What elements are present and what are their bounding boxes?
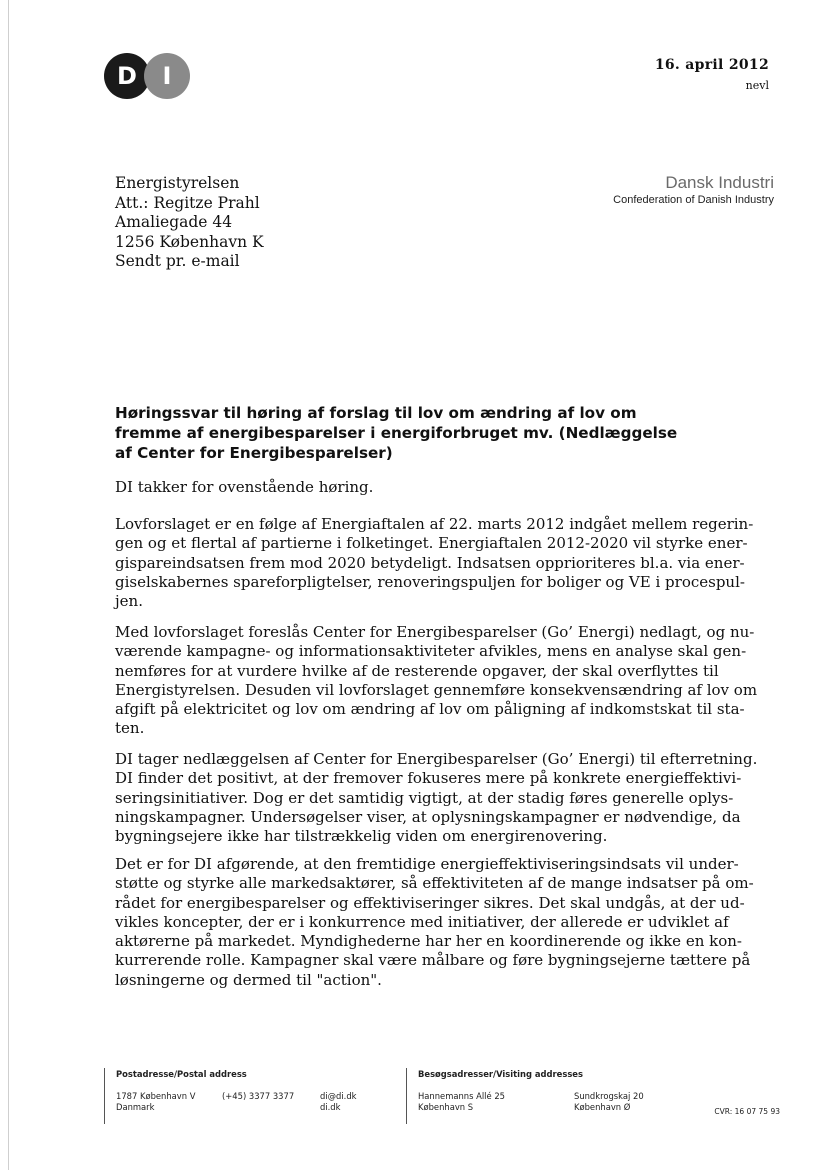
paragraph-line: vikles koncepter, der er i konkurrence med initiativer, der allerede er udviklet af [115, 912, 729, 931]
paragraph-line: DI takker for ovenstående høring. [115, 478, 374, 496]
organization-tagline: Confederation of Danish Industry [613, 194, 774, 206]
letter-date: 16. april 2012 [654, 57, 769, 73]
paragraph-line: støtte og styrke alle markedsaktører, så effektiviteten af de mange indsatser på om- [115, 874, 754, 893]
paragraph-line: aktørerne på markedet. Myndighederne har her en koordinerende og ikke en kon- [115, 932, 742, 951]
paragraph-line: bygningsejere ikke har tilstrækkelig viden om energirenovering. [115, 827, 608, 846]
paragraph-line: Det er for DI afgørende, at den fremtidige energieffektiviseringsindsats vil under- [115, 855, 739, 873]
footer-postal-heading: Postadresse/Postal address [116, 1069, 247, 1079]
paragraph-line: ningskampagner. Undersøgelser viser, at oplysningskampagner er nødvendige, da [115, 807, 741, 826]
logo-d-circle: D [104, 53, 150, 99]
paragraph-line: DI finder det positivt, at der fremover fokuseres mere på konkrete energieffektivi- [115, 769, 742, 788]
footer-divider-left [104, 1068, 105, 1124]
paragraph-line: ten. [115, 719, 145, 738]
paragraph-background [115, 515, 753, 611]
footer-phone: (+45) 3377 3377 [222, 1091, 295, 1101]
recipient-line: Sendt pr. e-mail [115, 252, 240, 270]
paragraph-line: gispareindsatsen frem mod 2020 betydeligt. Indsatsen opprioriteres bl.a. via ener- [115, 553, 745, 572]
paragraph-line: seringsinitiativer. Dog er det samtidig vigtigt, at der stadig føres generelle oplys- [115, 788, 734, 807]
organization-name: Dansk Industri [665, 173, 774, 192]
paragraph-line: jen. [115, 592, 143, 611]
footer-email: di@di.dk [320, 1091, 357, 1101]
paragraph-conclusion [115, 855, 754, 990]
footer-visit2-city: København Ø [574, 1102, 631, 1112]
footer-divider-right [406, 1068, 407, 1124]
recipient-address [115, 174, 264, 272]
paragraph-line: Energistyrelsen. Desuden vil lovforslaget gennemføre konsekvensændring af lov om [115, 680, 758, 699]
recipient-line: Att.: Regitze Prahl [115, 193, 260, 212]
paragraph-line: løsningerne og dermed til "action". [115, 970, 382, 989]
paragraph-line: rådet for energibesparelser og effektiviseringer sikres. Det skal undgås, at der ud- [115, 893, 745, 912]
recipient-line: Energistyrelsen [115, 174, 240, 192]
paragraph-line: Lovforslaget er en følge af Energiaftalen af 22. marts 2012 indgået mellem regerin- [115, 515, 754, 533]
footer-web: di.dk [320, 1102, 341, 1112]
footer-visit2-street: Sundkrogskaj 20 [574, 1091, 644, 1101]
paragraph-proposal [115, 623, 757, 739]
title-line: af Center for Energibesparelser) [115, 444, 393, 462]
di-logo [104, 53, 190, 99]
paragraph-line: Med lovforslaget foreslås Center for Energibesparelser (Go’ Energi) nedlagt, og nu- [115, 623, 755, 641]
footer-visit1-city: København S [418, 1102, 474, 1112]
logo-i-circle: I [144, 53, 190, 99]
letter-title [115, 403, 715, 463]
title-line: Høringssvar til høring af forslag til lov om ændring af lov om [115, 404, 637, 422]
footer-cvr: CVR: 16 07 75 93 [714, 1107, 780, 1116]
recipient-line: 1256 København K [115, 232, 264, 251]
paragraph-line: giselskabernes spareforpligtelser, renoveringspuljen for boliger og VE i procespul- [115, 572, 745, 591]
footer-postal-city: 1787 København V [116, 1091, 196, 1101]
paragraph-line: DI tager nedlæggelsen af Center for Energibesparelser (Go’ Energi) til efterretning. [115, 750, 758, 768]
paragraph-di-position [115, 750, 757, 846]
page-edge-line [8, 0, 9, 1170]
paragraph-intro [115, 478, 373, 497]
paragraph-line: kurrerende rolle. Kampagner skal være målbare og føre bygningsejerne tættere på [115, 951, 751, 970]
paragraph-line: afgift på elektricitet og lov om ændring af lov om påligning af indkomstskat til sta- [115, 700, 745, 719]
footer-visit1-street: Hannemanns Allé 25 [418, 1091, 505, 1101]
title-line: fremme af energibesparelser i energiforbruget mv. (Nedlæggelse [115, 424, 678, 442]
author-initials: nevl [745, 79, 769, 92]
footer-postal-country: Danmark [116, 1102, 155, 1112]
paragraph-line: værende kampagne- og informationsaktiviteter afvikles, mens en analyse skal gen- [115, 642, 747, 661]
paragraph-line: nemføres for at vurdere hvilke af de resterende opgaver, der skal overflyttes til [115, 661, 719, 680]
footer-visiting-heading: Besøgsadresser/Visiting addresses [418, 1069, 583, 1079]
recipient-line: Amaliegade 44 [115, 213, 233, 231]
paragraph-line: gen og et flertal af partierne i folketinget. Energiaftalen 2012-2020 vil styrke ener- [115, 534, 748, 553]
